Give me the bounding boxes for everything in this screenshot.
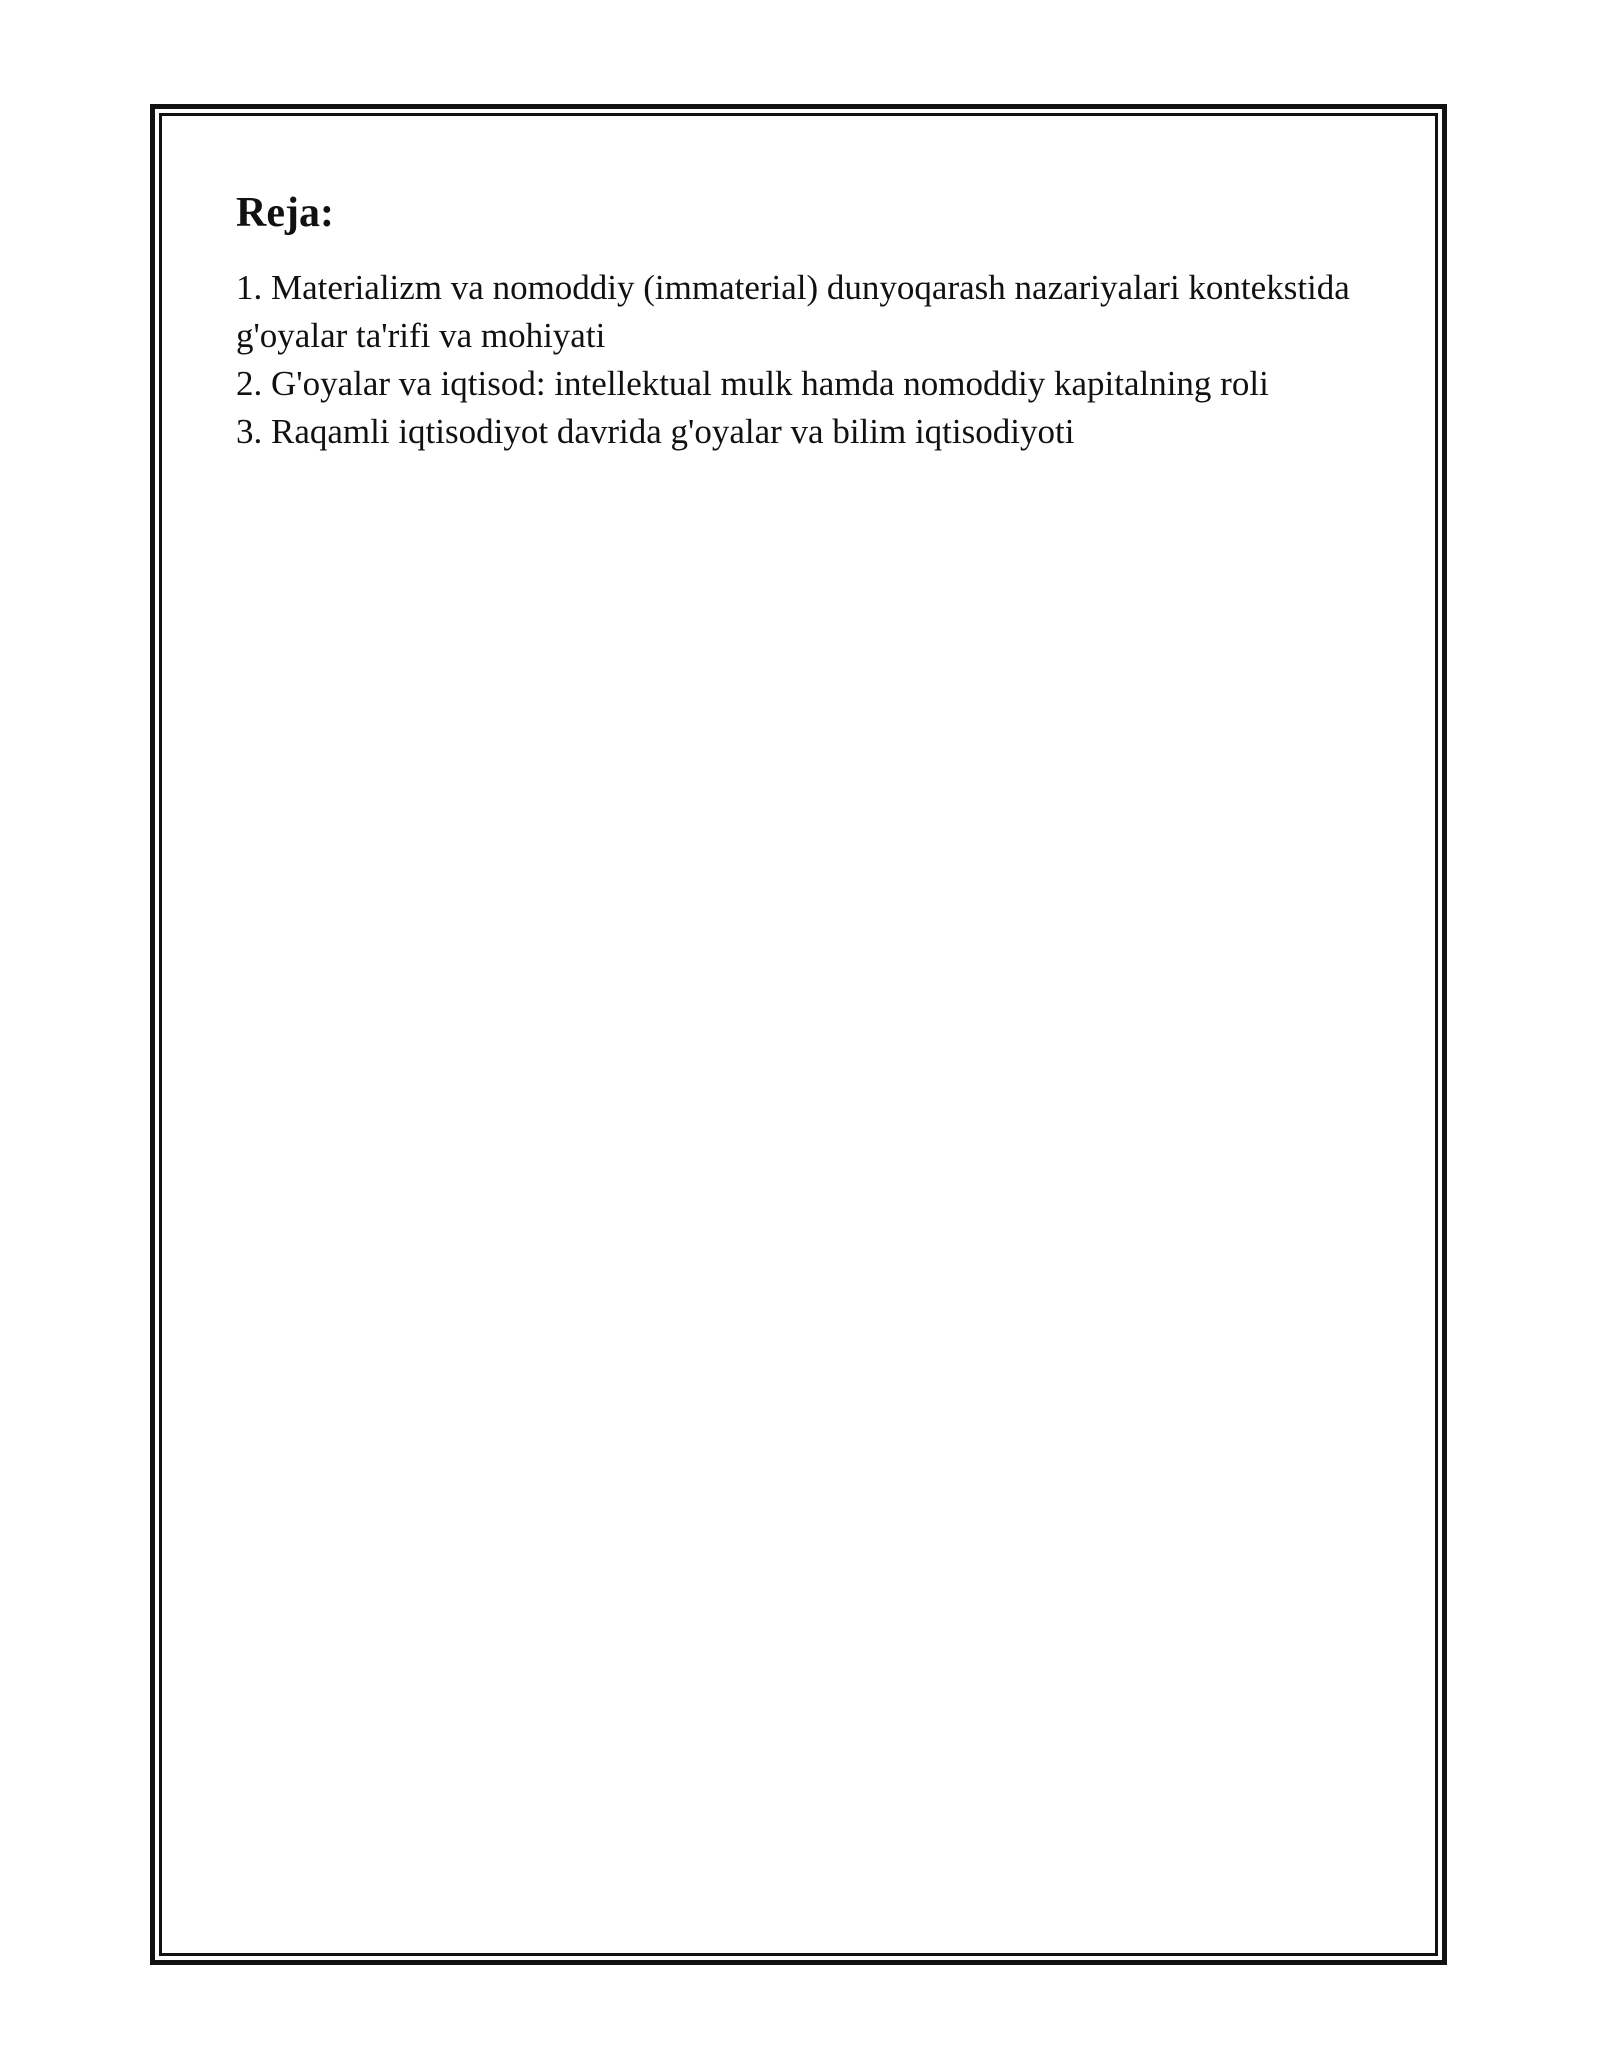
page-content (236, 186, 1366, 456)
plan-item-3: 3. Raqamli iqtisodiyot davrida g'oyalar va bilim iqtisodiyoti (236, 412, 1075, 451)
plan-heading: Reja: (236, 190, 334, 236)
plan-item-1: 1. Materializm va nomoddiy (immaterial) dunyoqarash nazariyalari kontekstida g'oyalar ta'rifi va mohiyati (236, 268, 1350, 355)
plan-list (236, 264, 1366, 456)
plan-item-2: 2. G'oyalar va iqtisod: intellektual mulk hamda nomoddiy kapitalning roli (236, 364, 1269, 403)
